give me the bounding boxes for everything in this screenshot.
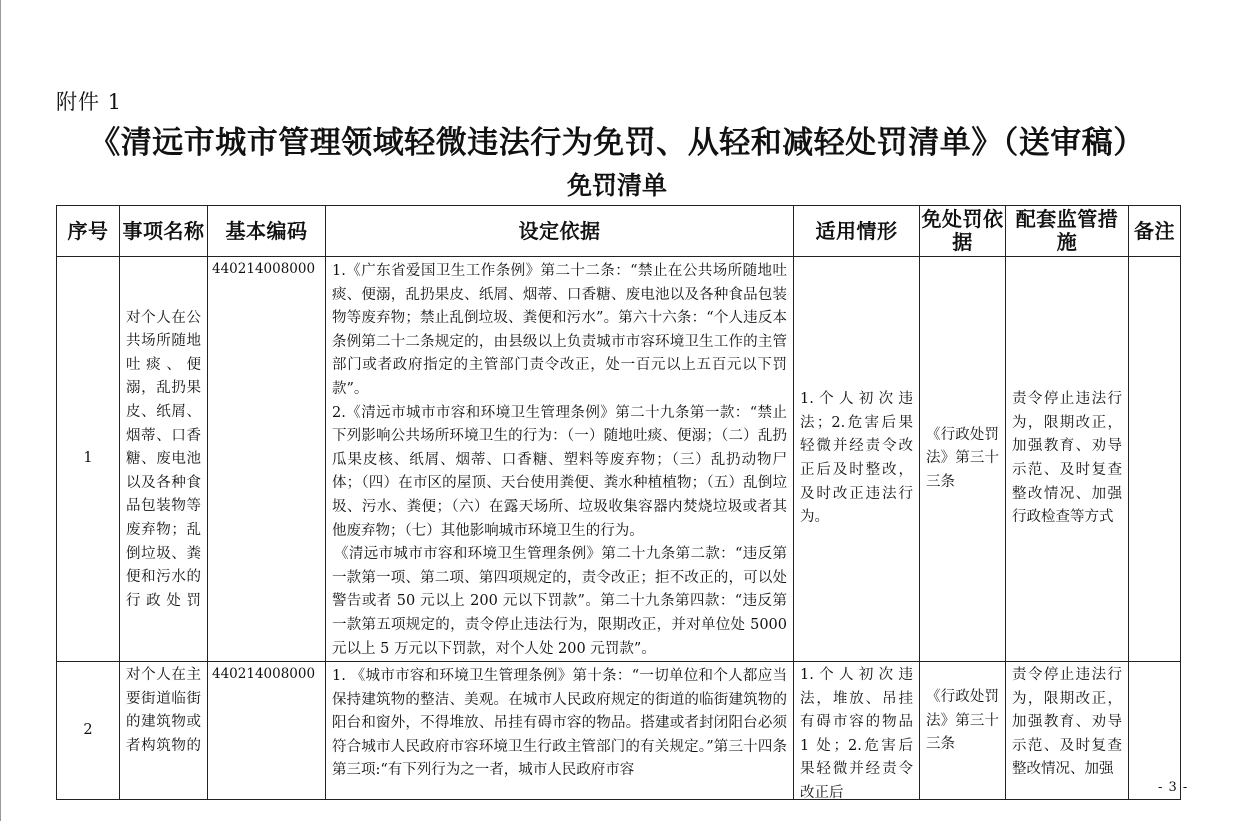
item-name: 对个人在主要街道临街的建筑物或者构筑物的 [126,667,201,754]
header-basis: 设定依据 [326,206,794,257]
supervision-measures-cell [1006,662,1129,800]
item-name: 对个人在公共场所随地吐痰、便溺，乱扔果皮、纸屑、烟蒂、口香糖、废电池以及各种食品包装物等废弃物；乱倒垃圾、粪便和污水的行政处罚 [120,257,208,662]
legal-basis-paragraph: 1.《广东省爱国卫生工作条例》第二十二条：“禁止在公共场所随地吐痰、便溺，乱扔果皮、纸屑、烟蒂、口香糖、废电池以及各种食品包装物等废弃物；禁止乱倒垃圾、粪便和污水”。第六十六条：“个人违反本条例第二十二条规定的，由县级以上负责城市市容环境卫生工作的主管部门或者政府指定的主管部门责令改正，处一百元以上五百元以下罚款”。 [332,263,787,397]
legal-basis [326,662,794,800]
supervision-measures: 责令停止违法行为，限期改正，加强教育、劝导示范、及时复查整改情况、加强 [1012,667,1122,778]
header-name: 事项名称 [120,206,208,257]
header-no: 序号 [57,206,120,257]
item-name-cell [120,662,208,800]
exemption-basis: 《行政处罚法》第三十三条 [920,257,1006,662]
table-header-row [57,206,1181,257]
header-code: 基本编码 [208,206,326,257]
remarks [1129,662,1181,800]
legal-basis-paragraph: 《清远市城市市容和环境卫生管理条例》第二十九条第二款：“违反第一款第一项、第二项、第四项规定的，责令改正；拒不改正的，可以处警告或者 50 元以上 200 元以下罚款”。第二十九条第四款：“违反第一款第五项规定的，责令停止违法行为，限期改正，并对单位处 5000 元以上 5 万元以下罚款，对个人处 200 元罚款”。 [332,546,787,657]
legal-basis-paragraph: 1. 《城市市容和环境卫生管理条例》第十条：“一切单位和个人都应当保持建筑物的整洁、美观。在城市人民政府规定的街道的临街建筑物的阳台和窗外，不得堆放、吊挂有碍市容的物品。搭建或者封闭阳台必须符合城市人民政府市容环境卫生行政主管部门的有关规定。”第三十四条第三项:“有下列行为之一者，城市人民政府市容 [332,668,787,779]
page-number: - 3 - [1158,780,1189,795]
row-number: 1 [57,257,120,662]
annex-label: 附件 1 [56,90,123,114]
exemption-list-table [56,205,1181,800]
applicable-situation: 1.个人初次违法，堆放、吊挂有碍市容的物品 1 处；2.危害后果轻微并经责令改正后 [800,667,913,802]
basic-code: 440214008000 [208,662,326,800]
table-row [57,257,1181,662]
document-subtitle: 免罚清单 [566,171,667,200]
row-number: 2 [57,662,120,800]
legal-basis-paragraph: 2.《清远市城市市容和环境卫生管理条例》第二十九条第一款：“禁止下列影响公共场所环境卫生的行为：（一）随地吐痰、便溺；（二）乱扔瓜果皮核、纸屑、烟蒂、口香糖、塑料等废弃物；（三）乱扔动物尸体；（四）在市区的屋顶、天台使用粪便、粪水种植植物；（五）乱倒垃圾、污水、粪便；（六）在露天场所、垃圾收集容器内焚烧垃圾或者其他废弃物；（七）其他影响城市环境卫生的行为。 [332,404,787,539]
applicable-situation: 1.个人初次违法；2.危害后果轻微并经责令改正后及时整改，及时改正违法行为。 [794,257,920,662]
legal-basis [326,257,794,662]
applicable-situation-cell [794,662,920,800]
table-row [57,662,1181,800]
header-situation: 适用情形 [794,206,920,257]
basic-code: 440214008000 [208,257,326,662]
document-title: 《清远市城市管理领域轻微违法行为免罚、从轻和减轻处罚清单》（送审稿） [89,125,1145,161]
header-exemption: 免处罚依据 [920,206,1006,257]
exemption-basis: 《行政处罚法》第三十三条 [920,662,1006,800]
supervision-measures: 责令停止违法行为，限期改正，加强教育、劝导示范、及时复查整改情况、加强行政检查等方式 [1006,257,1129,662]
header-remarks: 备注 [1129,206,1181,257]
header-measures: 配套监管措施 [1006,206,1129,257]
remarks [1129,257,1181,662]
